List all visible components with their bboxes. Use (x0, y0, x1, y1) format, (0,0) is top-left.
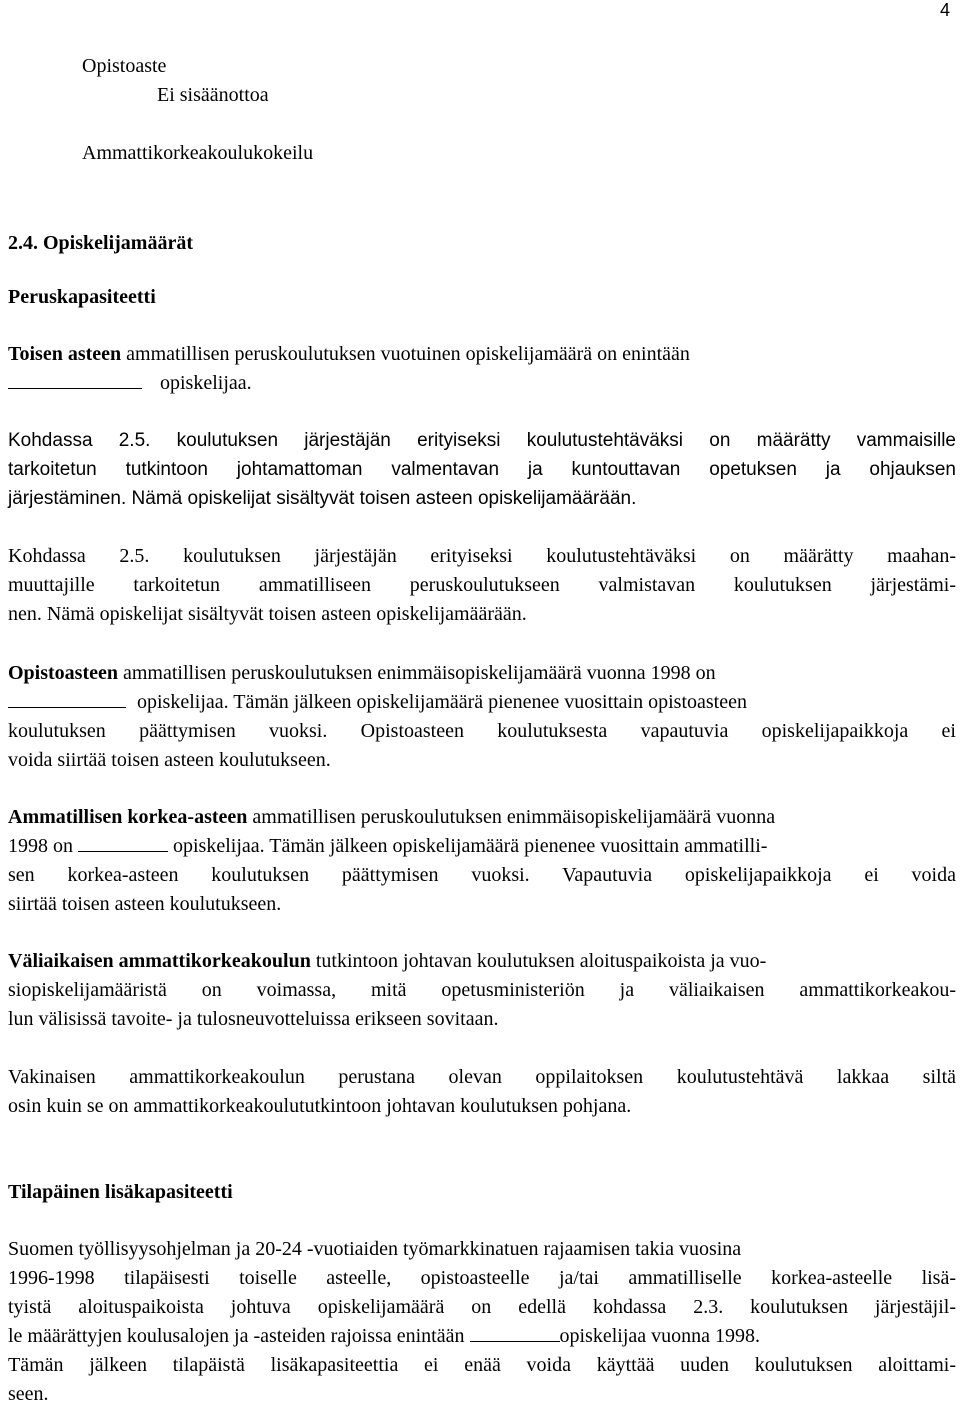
list-item-opistoaste: Opistoaste (82, 55, 167, 77)
blank-line (8, 706, 126, 708)
p5-line3: sen korkea-asteen koulutuksen päättymisen vuoksi. Vapautuvia opiskelijapaikkoja ei voida (8, 864, 956, 886)
p8-line4-after-blank: opiskelijaa vuonna 1998. (559, 1325, 761, 1347)
p3-line1: Kohdassa 2.5. koulutuksen järjestäjän erityiseksi koulutustehtäväksi on määrätty maahan- (8, 545, 956, 567)
p4-bold: Opistoasteen (8, 662, 118, 684)
list-item-ammattikorkeakoulukokeilu: Ammattikorkeakoulukokeilu (82, 142, 314, 164)
page-number: 4 (939, 0, 950, 20)
paragraph-vakinaisen (8, 1063, 956, 1121)
paragraph-suomen-tyollisyysohjelman (8, 1235, 956, 1409)
p8-line2: 1996-1998 tilapäisesti toiselle asteelle, opistoasteelle ja/tai ammatilliselle korkea-asteelle lisä- (8, 1267, 956, 1289)
p7-line2: osin kuin se on ammattikorkeakoulututkintoon johtavan koulutuksen pohjana. (8, 1095, 632, 1117)
p7-line1: Vakinaisen ammattikorkeakoulun perustana olevan oppilaitoksen koulutustehtävä lakkaa siltä (8, 1066, 956, 1088)
p1-rest: ammatillisen peruskoulutuksen vuotuinen opiskelijamäärä on enintään (121, 343, 690, 365)
p5-line4: siirtää toisen asteen koulutukseen. (8, 893, 282, 915)
p1-line1 (8, 340, 956, 369)
p2-line3: järjestäminen. Nämä opiskelijat sisältyvät toisen asteen opiskelijamäärään. (8, 488, 637, 509)
p1-line2 (8, 369, 956, 398)
p8-line4-before-blank: le määrättyjen koulusalojen ja -asteiden rajoissa enintään (8, 1325, 470, 1347)
p5-bold: Ammatillisen korkea-asteen (8, 806, 248, 828)
p1-after-blank: opiskelijaa. (160, 372, 252, 394)
p4-line1-rest: ammatillisen peruskoulutuksen enimmäisopiskelijamäärä vuonna 1998 on (118, 662, 716, 684)
p3-line3: nen. Nämä opiskelijat sisältyvät toisen asteen opiskelijamäärään. (8, 603, 527, 625)
p6-bold: Väliaikaisen ammattikorkeakoulun (8, 950, 311, 972)
p5-line2-before-blank: 1998 on (8, 835, 78, 857)
p2-line2: tarkoitetun tutkintoon johtamattoman valmentavan ja kuntouttavan opetuksen ja ohjauksen (8, 459, 956, 480)
p8-line6: seen. (8, 1383, 49, 1405)
p2-line1: Kohdassa 2.5. koulutuksen järjestäjän erityiseksi koulutustehtäväksi on määrätty vammaisille (8, 430, 956, 451)
p8-line1: Suomen työllisyysohjelman ja 20-24 -vuotiaiden työmarkkinatuen rajaamisen takia vuosina (8, 1238, 742, 1260)
paragraph-ammatillisen-korkea-asteen (8, 803, 956, 919)
p6-line3: lun välisissä tavoite- ja tulosneuvotteluissa erikseen sovitaan. (8, 1008, 499, 1030)
p4-line3: koulutuksen päättymisen vuoksi. Opistoasteen koulutuksesta vapautuvia opiskelijapaikkoja ei (8, 720, 956, 742)
p8-line5: Tämän jälkeen tilapäistä lisäkapasiteettia ei enää voida käyttää uuden koulutuksen aloittami- (8, 1354, 956, 1376)
p8-line3: tyistä aloituspaikoista johtuva opiskelijamäärä on edellä kohdassa 2.3. koulutuksen järjestäjil- (8, 1296, 956, 1318)
p4-line2-after-blank: opiskelijaa. Tämän jälkeen opiskelijamäärä pienenee vuosittain opistoasteen (132, 691, 747, 713)
p3-line2: muuttajille tarkoitetun ammatilliseen peruskoulutukseen valmistavan koulutuksen järjestämi- (8, 574, 956, 596)
p6-line1-rest: tutkintoon johtavan koulutuksen aloituspaikoista ja vuo- (310, 950, 767, 972)
p4-line2 (8, 688, 956, 717)
paragraph-valiaikaisen (8, 947, 956, 1034)
paragraph-toisen-asteen (8, 340, 956, 398)
p6-line2: siopiskelijamääristä on voimassa, mitä opetusministeriön ja väliaikaisen ammattikorkeakou- (8, 979, 956, 1001)
paragraph-kohdassa-vammaisille (8, 426, 956, 513)
p4-line1 (8, 659, 956, 688)
p6-line1 (8, 947, 956, 976)
list-item-ei-sisaanottoa: Ei sisäänottoa (157, 84, 269, 106)
p8-line4 (8, 1322, 956, 1351)
p1-bold: Toisen asteen (8, 343, 122, 365)
p5-line1 (8, 803, 956, 832)
p5-line2-after-blank: opiskelijaa. Tämän jälkeen opiskelijamäärä pienenee vuosittain ammatilli- (168, 835, 768, 857)
paragraph-kohdassa-maahanmuuttajille (8, 542, 956, 629)
subheading-peruskapasiteetti: Peruskapasiteetti (8, 286, 156, 308)
p4-line4: voida siirtää toisen asteen koulutukseen. (8, 749, 331, 771)
p5-line2 (8, 832, 956, 861)
section-heading: 2.4. Opiskelijamäärät (8, 232, 193, 254)
blank-line (8, 387, 142, 389)
paragraph-opistoasteen (8, 659, 956, 775)
blank-line (470, 1340, 560, 1342)
p5-line1-rest: ammatillisen peruskoulutuksen enimmäisopiskelijamäärä vuonna (247, 806, 776, 828)
subheading-tilapainen-lisakapasiteetti: Tilapäinen lisäkapasiteetti (8, 1181, 233, 1203)
blank-line (78, 850, 168, 852)
